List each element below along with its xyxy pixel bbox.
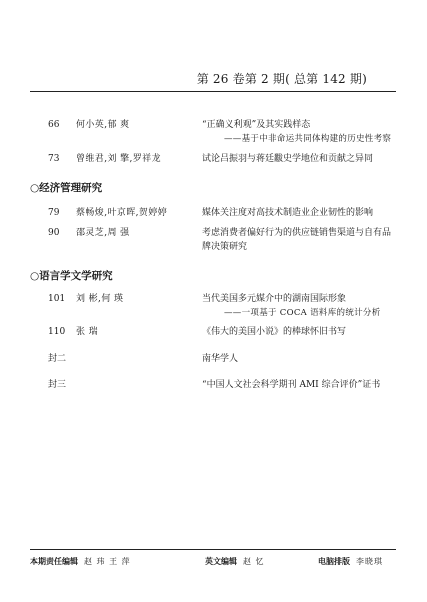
entry-authors: 曾维君,刘 擎,罗祥龙 bbox=[76, 154, 161, 164]
section-circle-icon: ○ bbox=[30, 270, 40, 282]
entry-authors: 刘 彬,何 瑛 bbox=[76, 294, 124, 304]
footer-layout bbox=[318, 556, 383, 567]
entry-title: 当代美国多元媒介中的湖南国际形象 bbox=[202, 294, 347, 304]
entry-title: 试论吕振羽与蒋廷黻史学地位和贡献之异同 bbox=[202, 154, 374, 164]
entry-title: “中国人文社会科学期刊 AMI 综合评价”证书 bbox=[202, 380, 381, 390]
entry-title: “正确义利观”及其实践样态 bbox=[202, 120, 311, 130]
page-number: 110 bbox=[48, 327, 66, 337]
entry-authors: 张 瑞 bbox=[76, 327, 99, 337]
footer-editor bbox=[30, 556, 131, 567]
layout-label: 电脑排版 bbox=[318, 557, 350, 566]
page-number: 79 bbox=[48, 208, 60, 218]
header-rule bbox=[30, 91, 396, 92]
entry-authors: 蔡畅焌,叶京晖,贺婷婷 bbox=[76, 208, 168, 218]
page-number: 封三 bbox=[48, 380, 67, 390]
entry-authors: 何小英,郁 爽 bbox=[76, 120, 130, 130]
page-number: 封二 bbox=[48, 354, 67, 364]
entry-title: 南华学人 bbox=[202, 354, 239, 364]
entry-subtitle: ——基于中非命运共同体构建的历史性考察 bbox=[224, 134, 392, 144]
entry-authors: 邵灵芝,周 强 bbox=[76, 228, 130, 238]
layout-names: 李晓琪 bbox=[356, 557, 383, 566]
english-editor-names: 赵 忆 bbox=[243, 557, 265, 566]
issue-header: 第 26 卷第 2 期( 总第 142 期) bbox=[196, 72, 367, 86]
entry-title: 考虑消费者偏好行为的供应链销售渠道与自有品 bbox=[202, 228, 392, 238]
editor-names: 赵 玮 王 萍 bbox=[84, 557, 131, 566]
section-heading-linguistics bbox=[30, 268, 113, 283]
editor-label: 本期责任编辑 bbox=[30, 557, 78, 566]
english-editor-label: 英文编辑 bbox=[205, 557, 237, 566]
entry-title: 《伟大的美国小说》的棒球怀旧书写 bbox=[202, 327, 347, 337]
entry-subtitle: ——一项基于 COCA 语料库的统计分析 bbox=[224, 308, 381, 318]
footer-english-editor bbox=[205, 556, 265, 567]
section-circle-icon: ○ bbox=[30, 182, 40, 194]
footer-rule bbox=[30, 549, 396, 550]
page-number: 73 bbox=[48, 154, 60, 164]
page-number: 66 bbox=[48, 120, 60, 130]
section-title: 经济管理研究 bbox=[39, 182, 103, 194]
entry-title-continuation: 牌决策研究 bbox=[202, 242, 248, 252]
section-title: 语言学文学研究 bbox=[39, 270, 113, 282]
page-number: 90 bbox=[48, 228, 60, 238]
page-number: 101 bbox=[48, 294, 66, 304]
section-heading-economics bbox=[30, 180, 102, 195]
entry-title: 媒体关注度对高技术制造业企业韧性的影响 bbox=[202, 208, 374, 218]
